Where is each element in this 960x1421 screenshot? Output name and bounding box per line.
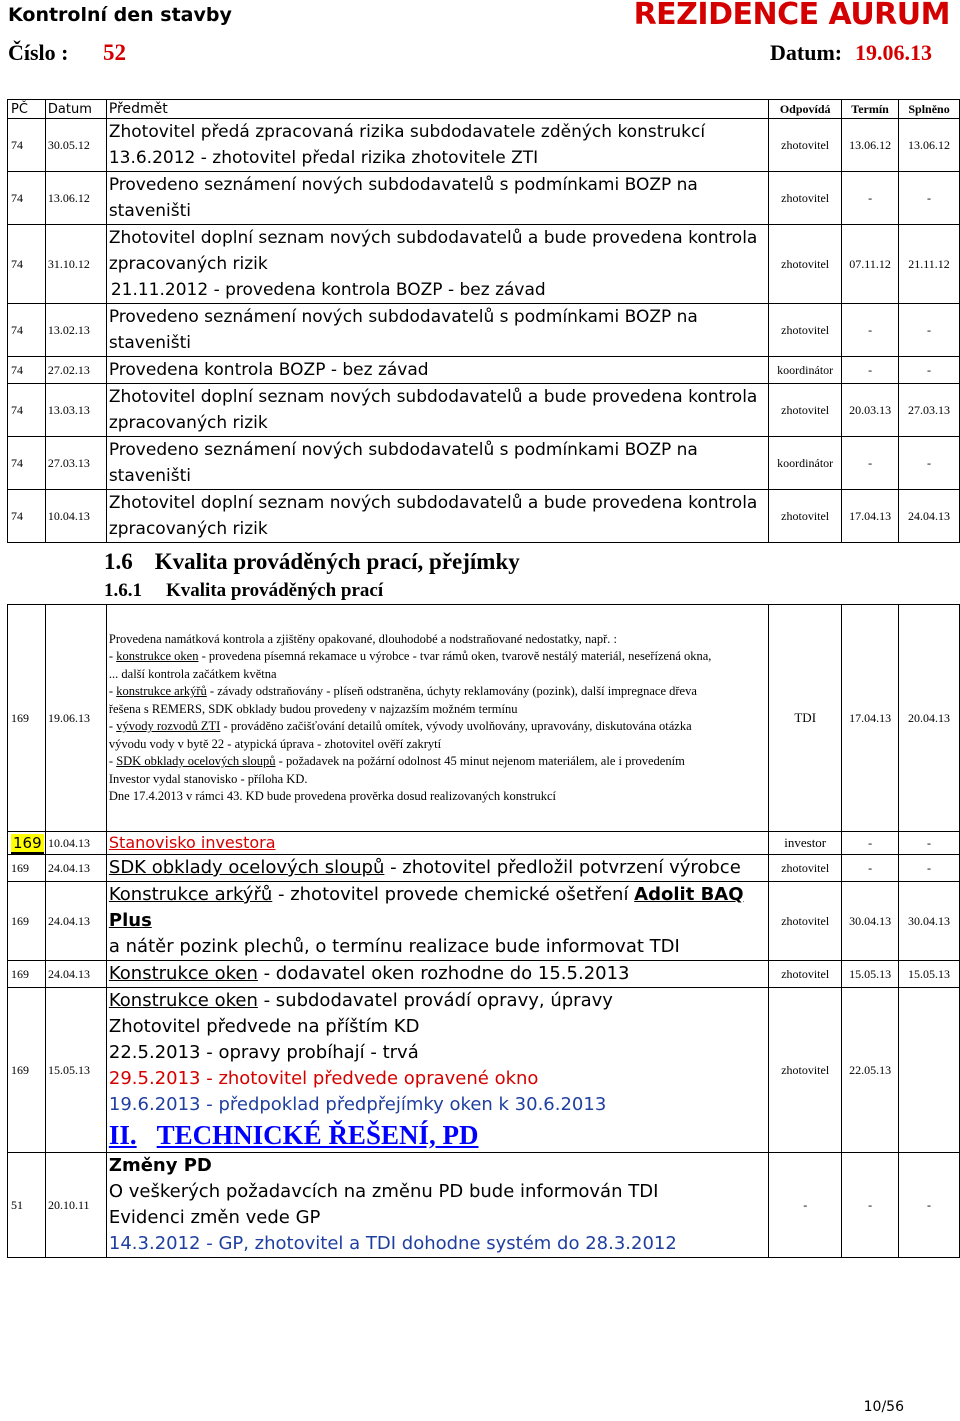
row-date: 27.02.13 [45, 357, 106, 384]
subject-line [109, 648, 768, 666]
row-deadline: - [842, 855, 899, 882]
row-date: 15.05.13 [45, 988, 106, 1153]
col-odpovida-header: Odpovídá [769, 100, 842, 119]
row-responsible: zhotovitel [769, 225, 842, 304]
row-pc: 74 [8, 304, 46, 357]
table-row [8, 882, 960, 961]
subject-line [109, 753, 768, 771]
col-splneno-header: Splněno [899, 100, 960, 119]
subject-line: staveništi [108, 333, 192, 353]
section-heading-II [109, 1118, 768, 1152]
row-date: 19.06.13 [45, 605, 106, 832]
datum-label: Datum: [770, 40, 843, 65]
subject-line: zpracovaných rizik [108, 413, 268, 433]
row-completed: - [899, 1153, 960, 1258]
subject-line: Provedena kontrola BOZP - bez závad [108, 360, 429, 380]
subject-underlined: Konstrukce arkýřů [108, 884, 273, 905]
row-subject [106, 225, 768, 304]
subject-line: Provedeno seznámení nových subdodavatelů s podmínkami BOZP na [108, 307, 698, 327]
subject-line: 21.11.2012 - provedena kontrola BOZP - bez závad [110, 280, 546, 300]
row-deadline: - [842, 832, 899, 855]
row-subject [106, 855, 768, 882]
datum-value: 19.06.13 [855, 40, 932, 65]
row-responsible: zhotovitel [769, 119, 842, 172]
row-completed: - [899, 832, 960, 855]
row-pc: 169 [8, 605, 46, 832]
subject-line: Provedeno seznámení nových subdodavatelů s podmínkami BOZP na [108, 175, 698, 195]
row-deadline: 15.05.13 [842, 961, 899, 988]
row-deadline: - [842, 172, 899, 225]
subject-line [109, 718, 768, 736]
page-number: 10/56 [863, 1399, 904, 1415]
row-pc: 51 [8, 1153, 46, 1258]
subject-underlined: konstrukce oken [116, 649, 199, 663]
row-date: 10.04.13 [45, 832, 106, 855]
subject-line: 19.6.2013 - předpoklad předpřejímky oken k 30.6.2013 [108, 1094, 607, 1115]
row-date: 24.04.13 [45, 882, 106, 961]
cislo-value: 52 [103, 40, 126, 65]
section-number: 1.6 [104, 549, 133, 574]
row-pc [8, 832, 46, 855]
row-subject [106, 961, 768, 988]
col-predmet-header: Předmět [106, 100, 768, 119]
row-subject [106, 437, 768, 490]
row-subject [106, 988, 768, 1153]
row-deadline: - [842, 1153, 899, 1258]
row-deadline: - [842, 304, 899, 357]
row-date: 20.10.11 [45, 1153, 106, 1258]
subject-line: Zhotovitel doplní seznam nových subdodavatelů a bude provedena kontrola [108, 228, 758, 248]
row-deadline: - [842, 357, 899, 384]
section-number: 1.6.1 [104, 580, 142, 601]
subject-line [109, 683, 768, 701]
row-completed: 20.04.13 [899, 605, 960, 832]
section-title: TECHNICKÉ ŘEŠENÍ, PD [156, 1120, 479, 1150]
subject-line: řešena s REMERS, SDK obklady budou provedeny v najzazším možném termínu [108, 701, 518, 716]
row-responsible: - [769, 1153, 842, 1258]
row-completed: - [899, 172, 960, 225]
row-completed: - [899, 437, 960, 490]
subject-line: a nátěr pozink plechů, o termínu realizace bude informovat TDI [108, 936, 680, 957]
subject-line: ... další kontrola začátkem května [108, 666, 277, 681]
subject-line: O veškerých požadavcích na změnu PD bude informován TDI [108, 1181, 659, 1202]
highlighted-pc: 169 [13, 834, 42, 852]
row-deadline: 30.04.13 [842, 882, 899, 961]
row-pc: 74 [8, 490, 46, 543]
subject-text: - [108, 649, 117, 663]
row-responsible: zhotovitel [769, 172, 842, 225]
row-completed: 24.04.13 [899, 490, 960, 543]
subject-underlined: konstrukce arkýřů [116, 684, 207, 698]
subject-line: staveništi [108, 201, 192, 221]
row-pc: 74 [8, 384, 46, 437]
subject-line: staveništi [108, 466, 192, 486]
table-row [8, 490, 960, 543]
subject-line: Evidenci změn vede GP [108, 1207, 321, 1228]
row-subject [106, 304, 768, 357]
row-completed: 13.06.12 [899, 119, 960, 172]
table-row [8, 384, 960, 437]
row-subject [106, 172, 768, 225]
subject-line: Provedena namátková kontrola a zjištěny opakované, dlouhodobé a nodstraňované nedostatky, např. : [108, 631, 617, 646]
row-subject [106, 119, 768, 172]
table-header-row [8, 100, 960, 119]
row-completed [899, 988, 960, 1153]
subject-text: - subdodavatel provádí opravy, úpravy [257, 990, 613, 1011]
table-row [8, 304, 960, 357]
subject-underlined: Konstrukce oken [108, 990, 258, 1011]
subject-text: - dodavatel oken rozhodne do 15.5.2013 [257, 963, 630, 984]
subject-line: zpracovaných rizik [108, 254, 268, 274]
section-number: II. [108, 1120, 137, 1150]
cislo-label: Číslo : [8, 40, 69, 65]
row-deadline: 07.11.12 [842, 225, 899, 304]
subject-text: - [108, 754, 117, 768]
row-subject [106, 605, 768, 832]
table-row [8, 225, 960, 304]
row-pc: 169 [8, 855, 46, 882]
row-completed: 21.11.12 [899, 225, 960, 304]
subject-line: 29.5.2013 - zhotovitel předvede opravené okno [108, 1068, 539, 1089]
row-date: 31.10.12 [45, 225, 106, 304]
subject-line: Změny PD [108, 1155, 212, 1176]
subject-line: Provedeno seznámení nových subdodavatelů s podmínkami BOZP na [108, 440, 698, 460]
row-completed: - [899, 304, 960, 357]
subject-bold-underlined: Adolit BAQ Plus [108, 884, 744, 931]
subject-line: 13.6.2012 - zhotovitel předal rizika zhotovitele ZTI [108, 148, 539, 168]
row-date: 13.06.12 [45, 172, 106, 225]
subject-line: Investor vydal stanovisko - příloha KD. [108, 771, 308, 786]
row-subject [106, 832, 768, 855]
subject-underlined: SDK obklady ocelových sloupů [116, 754, 276, 768]
row-responsible: zhotovitel [769, 490, 842, 543]
row-subject [106, 882, 768, 961]
row-responsible: zhotovitel [769, 882, 842, 961]
subject-line: Zhotovitel předvede na příštím KD [108, 1016, 420, 1037]
row-deadline: 17.04.13 [842, 605, 899, 832]
subject-line: Zhotovitel doplní seznam nových subdodavatelů a bude provedena kontrola [108, 493, 758, 513]
row-date: 24.04.13 [45, 961, 106, 988]
row-responsible: TDI [769, 605, 842, 832]
table-row [8, 988, 960, 1153]
subject-line: Zhotovitel doplní seznam nových subdodavatelů a bude provedena kontrola [108, 387, 758, 407]
subject-text: - prováděno začišťování detailů omítek, vývody uvolňovány, upravovány, diskutována otázka [220, 719, 692, 733]
subject-text: - provedena písemná rekamace u výrobce - tvar rámů oken, tvarově nestálý materiál, neseřízená okna, [198, 649, 712, 663]
row-completed: 15.05.13 [899, 961, 960, 988]
subject-text: - požadavek na požární odolnost 45 minut nejenom materiálem, ale i provedením [275, 754, 685, 768]
subject-line [109, 882, 768, 934]
col-termin-header: Termín [842, 100, 899, 119]
row-deadline: 13.06.12 [842, 119, 899, 172]
table-row [8, 855, 960, 882]
register-table-top [7, 99, 960, 543]
row-pc: 169 [8, 961, 46, 988]
row-pc: 74 [8, 357, 46, 384]
subject-text: - [108, 719, 117, 733]
table-row [8, 961, 960, 988]
subject-line: Zhotovitel předá zpracovaná rizika subdodavatele zděných konstrukcí [108, 122, 706, 142]
row-subject [106, 1153, 768, 1258]
row-date: 13.03.13 [45, 384, 106, 437]
section-title: Kvalita prováděných prací [166, 580, 384, 601]
subject-line: 22.5.2013 - opravy probíhají - trvá [108, 1042, 419, 1063]
table-row [8, 1153, 960, 1258]
row-deadline: 17.04.13 [842, 490, 899, 543]
section-heading-1-6-1 [104, 578, 383, 604]
table-row [8, 437, 960, 490]
subject-underlined: Konstrukce oken [108, 963, 258, 984]
table-row [8, 357, 960, 384]
table-row [8, 605, 960, 832]
row-responsible: investor [769, 832, 842, 855]
subject-text: - zhotovitel předložil potvrzení výrobce [384, 857, 741, 878]
subject-line: vývodu vody v bytě 22 - atypická úprava - zhotovitel ověří zakrytí [108, 736, 442, 751]
row-responsible: koordinátor [769, 437, 842, 490]
row-subject [106, 357, 768, 384]
row-deadline: 20.03.13 [842, 384, 899, 437]
row-pc: 169 [8, 988, 46, 1153]
row-date: 27.03.13 [45, 437, 106, 490]
subject-link: Stanovisko investora [108, 833, 276, 852]
row-date: 10.04.13 [45, 490, 106, 543]
row-completed: 30.04.13 [899, 882, 960, 961]
row-completed: - [899, 357, 960, 384]
table-row [8, 172, 960, 225]
row-pc: 74 [8, 119, 46, 172]
row-pc: 74 [8, 225, 46, 304]
col-datum-header: Datum [45, 100, 106, 119]
subject-text: - zhotovitel provede chemické ošetření [272, 884, 635, 905]
subject-underlined: SDK obklady ocelových sloupů [108, 857, 385, 878]
subject-line [109, 988, 768, 1014]
col-pc-header: PČ [8, 100, 46, 119]
row-deadline: - [842, 437, 899, 490]
table-row [8, 832, 960, 855]
row-responsible: zhotovitel [769, 961, 842, 988]
row-responsible: zhotovitel [769, 304, 842, 357]
row-subject [106, 384, 768, 437]
row-subject [106, 490, 768, 543]
subject-line: zpracovaných rizik [108, 519, 268, 539]
register-table-quality [7, 604, 960, 1258]
subject-text: - závady odstraňovány - plíseň odstraněna, úchyty reklamovány (pozink), další impregnace dřeva [206, 684, 697, 698]
row-date: 24.04.13 [45, 855, 106, 882]
row-responsible: zhotovitel [769, 384, 842, 437]
subject-line: 14.3.2012 - GP, zhotovitel a TDI dohodne systém do 28.3.2012 [108, 1233, 677, 1254]
row-deadline: 22.05.13 [842, 988, 899, 1153]
project-title: REZIDENCE AURUM [633, 0, 950, 32]
section-heading-1-6 [104, 547, 520, 577]
row-pc: 74 [8, 172, 46, 225]
document-title: Kontrolní den stavby [8, 4, 232, 26]
row-pc: 74 [8, 437, 46, 490]
row-responsible: zhotovitel [769, 988, 842, 1153]
subject-text: - [108, 684, 117, 698]
row-date: 30.05.12 [45, 119, 106, 172]
table-row [8, 119, 960, 172]
subject-line: Dne 17.4.2013 v rámci 43. KD bude provedena prověrka dosud realizovaných konstrukcí [108, 789, 556, 803]
row-responsible: koordinátor [769, 357, 842, 384]
row-completed: 27.03.13 [899, 384, 960, 437]
row-date: 13.02.13 [45, 304, 106, 357]
subject-underlined: vývody rozvodů ZTI [116, 719, 221, 733]
row-responsible: zhotovitel [769, 855, 842, 882]
section-title: Kvalita prováděných prací, přejímky [154, 549, 520, 574]
row-completed: - [899, 855, 960, 882]
row-pc: 169 [8, 882, 46, 961]
